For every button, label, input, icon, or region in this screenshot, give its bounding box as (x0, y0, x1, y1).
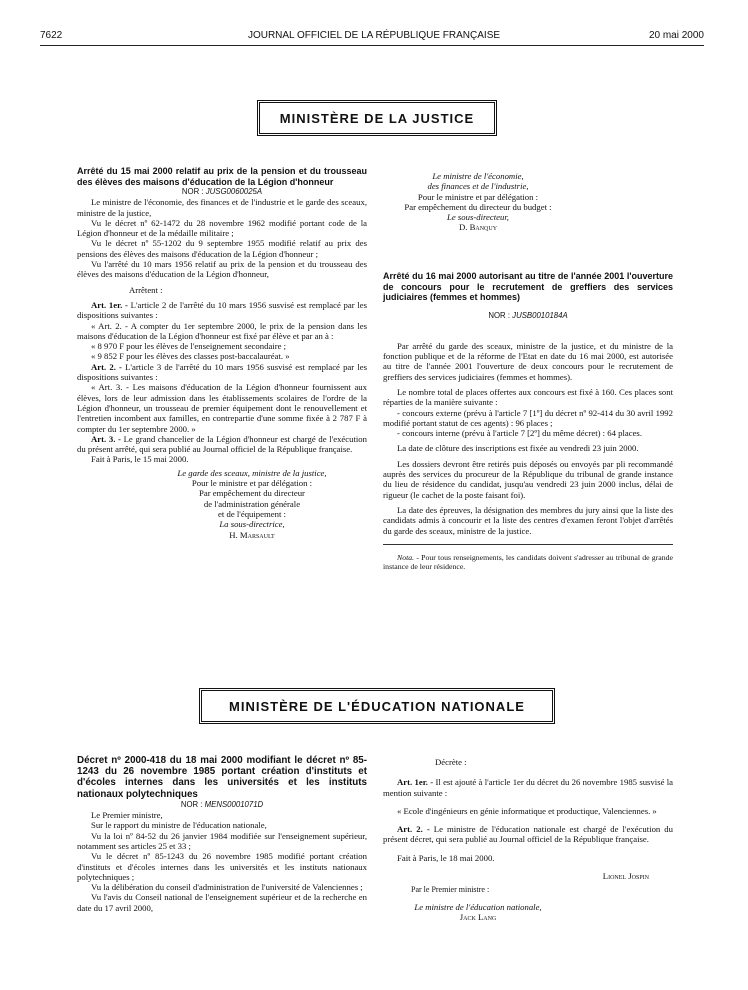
arrete-title: Arrêté du 16 mai 2000 autorisant au titre de l'année 2001 l'ouverture de concours pour le recrutement de greffiers des services judiciaires (femmes et hommes) (383, 271, 673, 302)
paragraph: Vu l'avis du Conseil national de l'enseignement supérieur et de la recherche en date du 17 avril 2000, (77, 892, 367, 913)
paragraph: Le Premier ministre, (91, 810, 163, 821)
nor-reference (77, 187, 367, 197)
page-number: 7622 (40, 30, 63, 41)
article-2 (77, 362, 367, 383)
signatory-name: Jack Lang (459, 911, 497, 922)
signatory-name: D. Banquy (458, 222, 498, 233)
decret-continued (383, 757, 673, 922)
signatory-line: Par empêchement du directeur du budget : (404, 201, 552, 212)
arrete-greffiers (383, 271, 673, 571)
article-text: Le ministre de l'éducation nationale est chargé de l'exécution du présent décret, qui sera publié au Journal officiel de la République française. (383, 824, 673, 845)
paragraph: Vu l'arrêté du 10 mars 1956 relatif au prix de la pension et du trousseau des élèves des maisons d'éducation de la Légion d'honneur, (77, 259, 367, 280)
ministry-justice-heading: MINISTÈRE DE LA JUSTICE (257, 100, 497, 136)
nor-code: MENS0001071D (204, 799, 264, 809)
arrete-title: Arrêté du 15 mai 2000 relatif au prix de la pension et du trousseau des élèves des maisons d'éducation de la Légion d'honneur (77, 166, 367, 187)
paragraph: Vu la délibération du conseil d'administration de l'université de Valenciennes ; (91, 882, 363, 893)
article-3 (77, 434, 367, 455)
list-item: - concours externe (prévu à l'article 7 [1º] du décret nº 92-414 du 30 avril 1992 modifié portant statut de ces agents) : 96 places ; (383, 407, 673, 428)
nor-code: JUSG0060025A (205, 187, 263, 196)
nor-reference (383, 311, 673, 321)
signatory-title: des finances et de l'industrie, (427, 181, 529, 192)
paragraph: La date des épreuves, la désignation des membres du jury ainsi que la liste des candidats admis à concourir et la liste des centres d'examen feront l'objet d'arrêtés du garde des sceaux, ministre de la justice. (383, 504, 673, 536)
signatory-title: Le sous-directeur, (447, 212, 509, 223)
nota-text: Pour tous renseignements, les candidats doivent s'adresser au tribunal de grande instance de leur résidence. (383, 552, 673, 571)
paragraph: La date de clôture des inscriptions est fixée au vendredi 23 juin 2000. (397, 443, 639, 454)
signatory-line: Par empêchement du directeur (199, 488, 305, 499)
signatory-name: Lionel Jospin (602, 871, 649, 882)
article-label: Art. 1er. - (91, 299, 128, 310)
nor-reference (77, 800, 367, 810)
article-text: Il est ajouté à l'article 1er du décret du 26 novembre 1985 susvisé la mention suivante : (383, 777, 674, 798)
signatory-title: Le ministre de l'économie, (432, 171, 524, 181)
paragraph: Vu le décret nº 62-1472 du 28 novembre 1962 modifié portant code de la Légion d'honneur et de la médaille militaire ; (77, 217, 367, 239)
article-2 (383, 824, 673, 845)
quote: « Art. 3. - Les maisons d'éducation de la Légion d'honneur fournissent aux élèves, lors de leur admission dans les établissements scolaires de l'ordre de la Légion d'honneur, un trousseau de premier équipement dont le renouvellement et l'entretien incombent aux familles, en contrepartie d'une somme fixée à 2 787 F à compter du 1er septembre 2000. » (77, 382, 367, 434)
paragraph: Les dossiers devront être retirés puis déposés ou envoyés par pli recommandé auprès des services du procureur de la République du tribunal de grande instance du lieu de résidence du candidat, jusqu'au vendredi 23 juin 2000 inclus, délai de rigueur (le cachet de la poste faisant foi). (383, 458, 673, 500)
quote: « 9 852 F pour les élèves des classes post-baccalauréat. » (91, 351, 290, 362)
paragraph: Vu le décret nº 85-1243 du 26 novembre 1985 modifié portant création d'instituts et d'écoles internes dans les universités et les instituts nationaux polytechniques ; (77, 851, 367, 882)
article-1 (77, 300, 367, 321)
signatory-line: Pour le ministre et par délégation : (417, 191, 539, 202)
nor-label: NOR : (488, 310, 510, 320)
paragraph: Vu la loi nº 84-52 du 26 janvier 1984 modifiée sur l'enseignement supérieur, notamment ses articles 25 et 33 ; (77, 830, 367, 851)
paragraph: Le ministre de l'économie, des finances et de l'industrie et le garde des sceaux, ministre de la justice, (77, 197, 367, 218)
article-label: Art. 2. - (397, 824, 430, 835)
arretent: Arrêtent : (129, 284, 163, 295)
paragraph: Vu le décret nº 55-1202 du 9 septembre 1955 modifié relatif au prix des pensions des élèves des maisons d'éducation de la Légion d'honneur ; (77, 238, 367, 259)
signature-block (383, 902, 573, 923)
article-text: L'article 2 de l'arrêté du 10 mars 1956 susvisé est remplacé par les dispositions suivantes : (77, 299, 367, 321)
signing-date: Fait à Paris, le 15 mai 2000. (91, 454, 189, 465)
nor-code: JUSB0010184A (512, 310, 568, 320)
quote: « Art. 2. - A compter du 1er septembre 2000, le prix de la pension dans les maisons d'éducation de la Légion d'honneur est fixé par élève et par an à : (77, 320, 367, 341)
article-label: Art. 2. - (91, 361, 122, 372)
signatory-line: Par le Premier ministre : (411, 885, 490, 895)
signing-date: Fait à Paris, le 18 mai 2000. (397, 852, 495, 863)
quote: « Ecole d'ingénieurs en génie informatique et productique, Valenciennes. » (397, 805, 657, 816)
signature-block (137, 468, 367, 540)
nor-label: NOR : (180, 799, 203, 809)
issue-date: 20 mai 2000 (648, 30, 704, 41)
paragraph: Le nombre total de places offertes aux concours est fixé à 160. Ces places sont réparties de la manière suivante : (383, 386, 673, 408)
decret-title: Décret nº 2000-418 du 18 mai 2000 modifiant le décret nº 85-1243 du 26 novembre 1985 portant création d'instituts et d'écoles internes dans les universités et les instituts nationaux polytechniques (77, 755, 367, 800)
arrete-legion-honneur (77, 166, 367, 540)
nor-label: NOR : (181, 187, 204, 196)
decret-valenciennes (77, 755, 367, 913)
signatory-title: Le ministre de l'éducation nationale, (414, 901, 542, 912)
nota (383, 553, 673, 571)
article-text: L'article 3 de l'arrêté du 10 mars 1956 susvisé est remplacé par les dispositions suivantes : (77, 361, 368, 383)
signatory-line: Pour le ministre et par délégation : (191, 478, 313, 489)
signatory-title: Le garde des sceaux, ministre de la justice, (177, 467, 327, 478)
signatory-title: La sous-directrice, (219, 519, 285, 530)
signatory-name: H. Marsault (229, 529, 275, 540)
decrete: Décrète : (435, 757, 467, 767)
ministry-education-heading: MINISTÈRE DE L'ÉDUCATION NATIONALE (199, 688, 555, 724)
article-text: Le grand chancelier de la Légion d'honneur est chargé de l'exécution du présent arrêté, qui sera publié au Journal officiel de la République française. (77, 433, 367, 455)
journal-title: JOURNAL OFFICIEL DE LA RÉPUBLIQUE FRANÇAISE (247, 30, 501, 41)
header-rule (40, 45, 704, 46)
paragraph: Par arrêté du garde des sceaux, ministre de la justice, et du ministre de la fonction publique et de la réforme de l'Etat en date du 16 mai 2000, est autorisée au titre de l'année 2001 l'ouverture de deux concours pour le recrutement de greffiers des services judiciaires (femmes et hommes). (383, 340, 673, 382)
signatory-line: et de l'équipement : (218, 508, 286, 519)
article-1 (383, 777, 673, 798)
article-label: Art. 3. - (91, 433, 121, 444)
list-item: - concours interne (prévu à l'article 7 [2º] du même décret) : 64 places. (397, 428, 642, 439)
co-signature-block (383, 171, 673, 233)
quote: « 8 970 F pour les élèves de l'enseignement secondaire ; (91, 341, 287, 352)
paragraph: Sur le rapport du ministre de l'éducation nationale, (91, 820, 267, 831)
nota-label: Nota. - (397, 552, 419, 562)
article-label: Art. 1er. - (397, 777, 434, 788)
signatory-line: de l'administration générale (203, 498, 301, 509)
